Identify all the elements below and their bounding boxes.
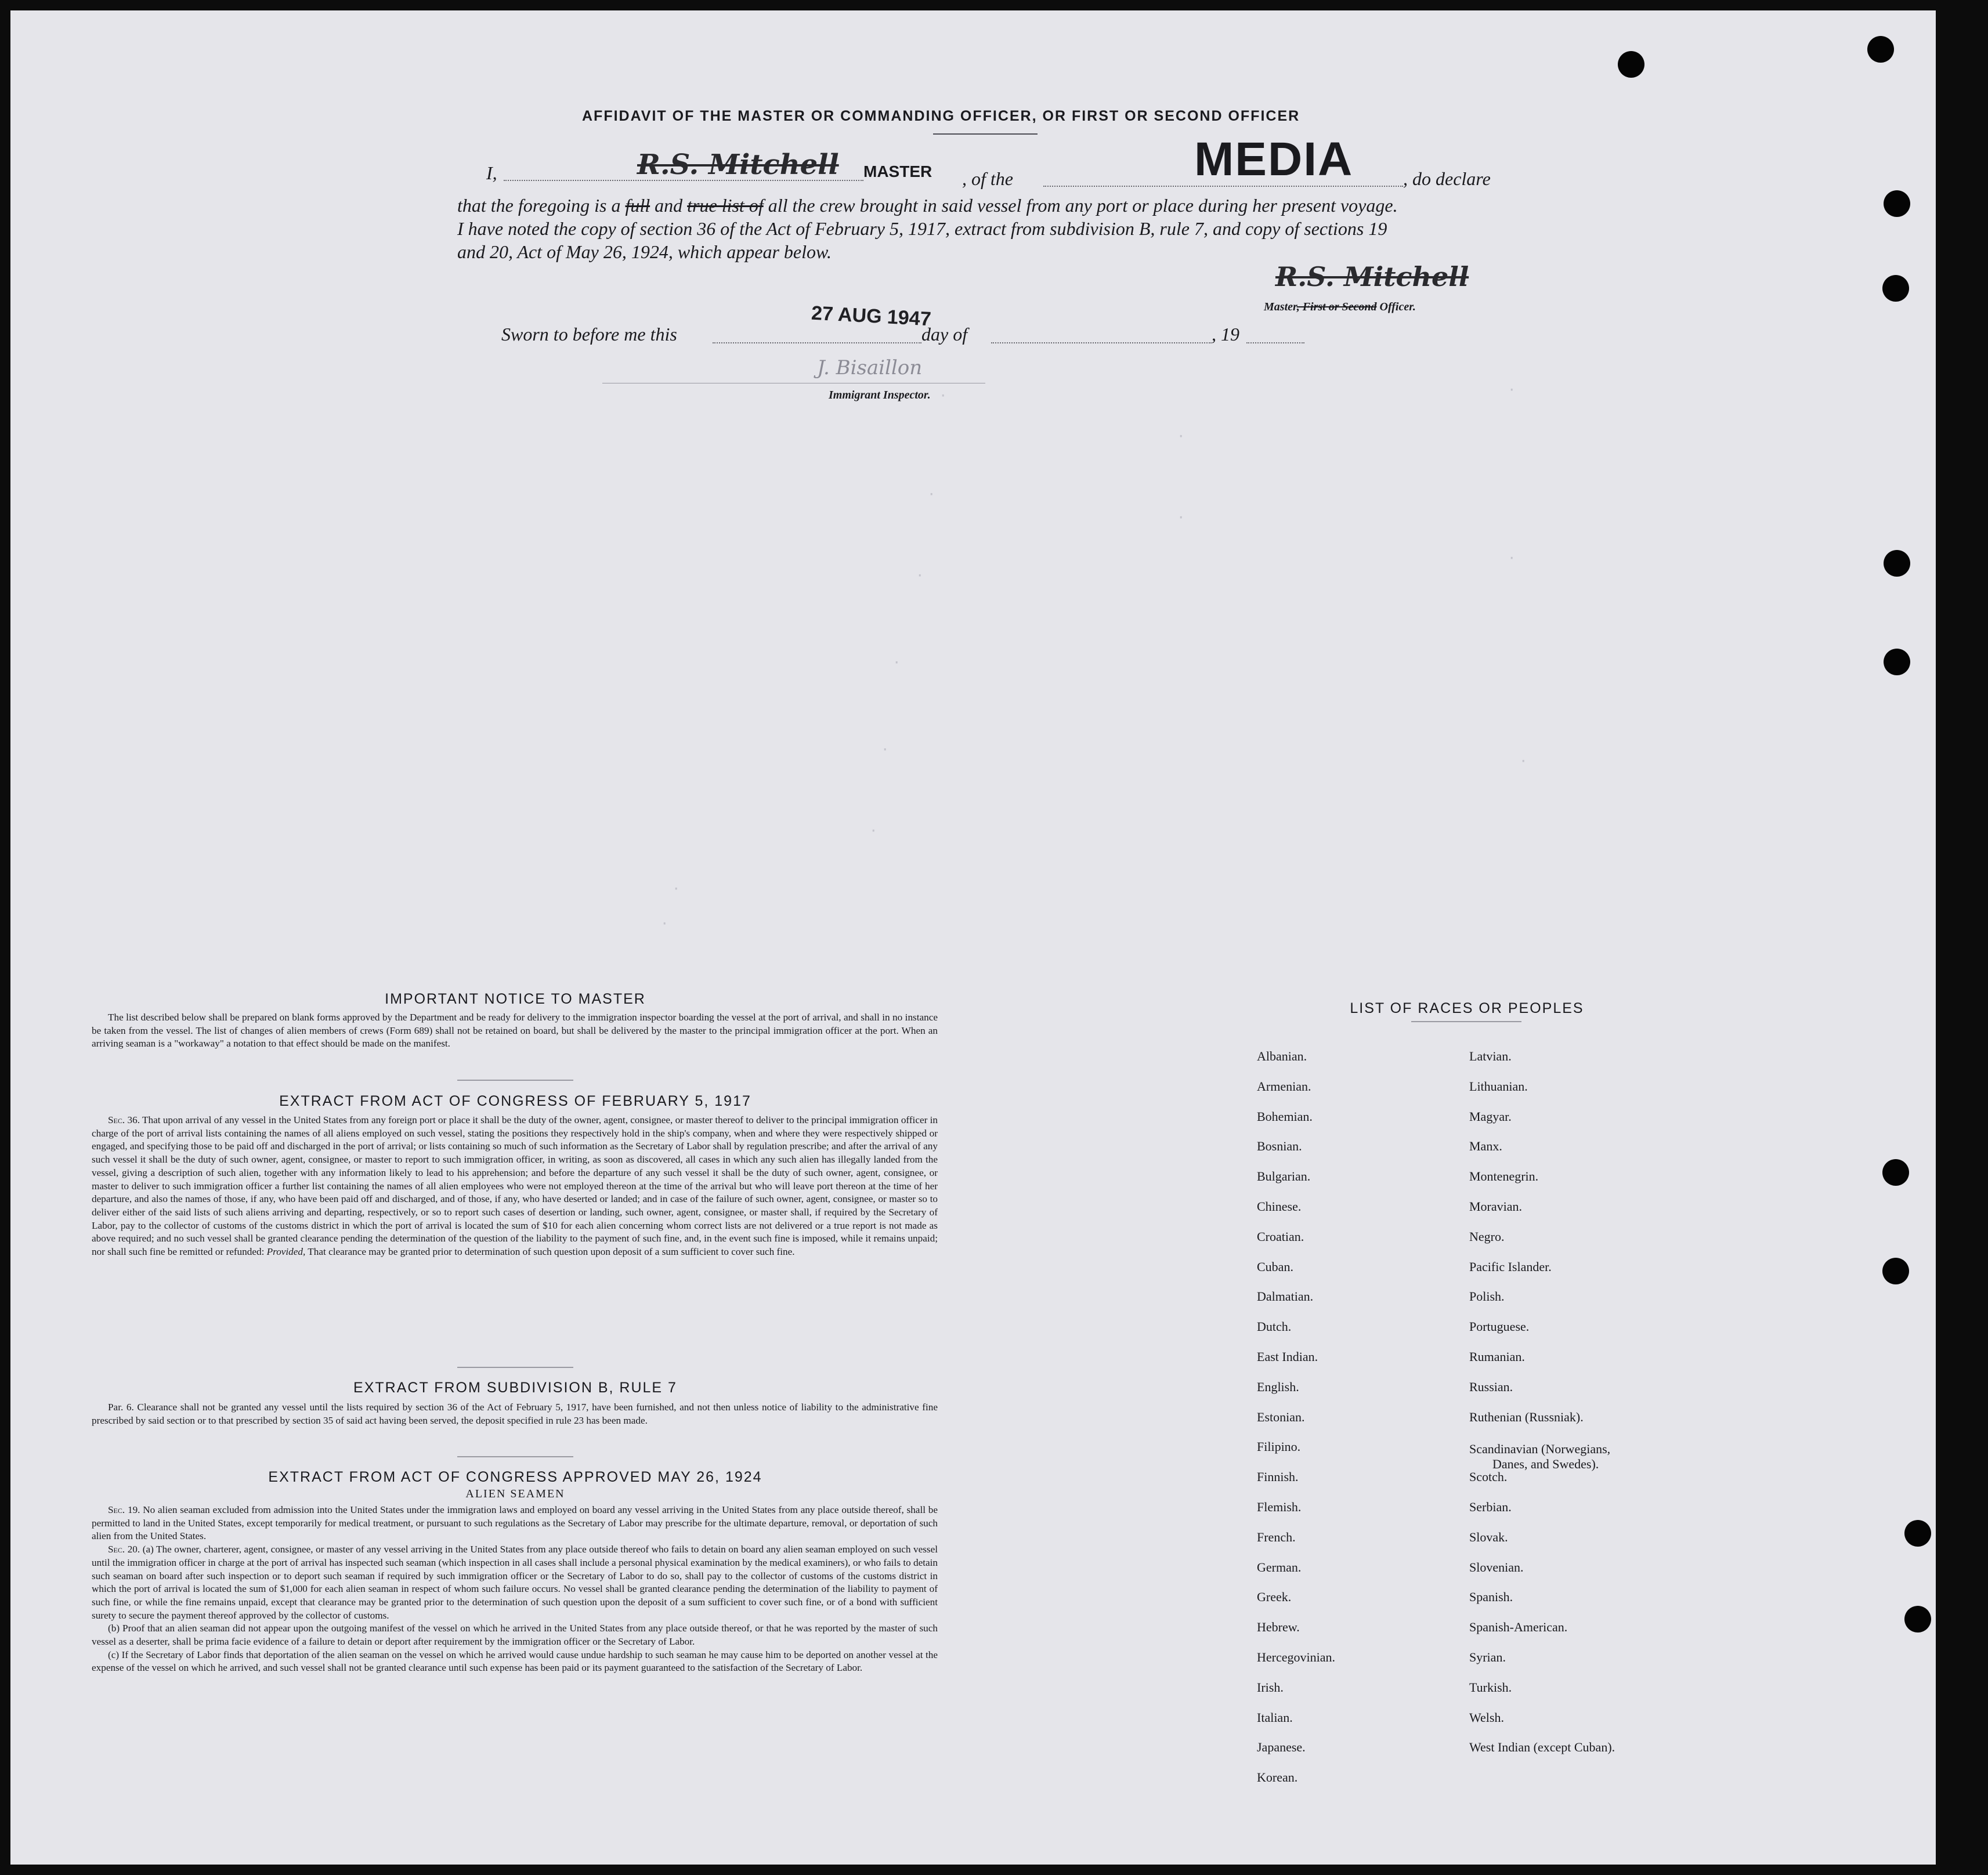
sec19-label: Sec. 19. [108,1504,140,1515]
inspector-signature: J. Bisaillon [817,356,923,379]
extract-1924-subtitle: ALIEN SEAMEN [465,1487,565,1500]
sec20a-body: (a) The owner, charterer, agent, consignee, or master of any vessel arriving in the United States from any place outside thereof who fails to detain on board any alien seaman employed on such vessel until the immigration officer in charge at the port of arrival has inspected such seaman (which inspection in all cases shall include a personal physical examination by the medical examiners), or who fails to detain such seaman on board after such inspection or to deport such seaman if required by such immigration officer or the Secretary of Labor to do so, shall pay to the collector of customs of the customs district in which the port of arrival is located the sum of $1,000 for each alien seaman in respect of whom such failure occurs. No vessel shall be granted clearance pending the determination of the liability to payment of such fine, or while the fine remains unpaid, except that clearance may be granted prior to the determination of such question upon the deposit of a sum sufficient to cover such fine, or of a bond with sufficient surety to secure the payment thereof approved by the collector of customs. [92,1544,938,1621]
notice-title: IMPORTANT NOTICE TO MASTER [385,991,646,1007]
caption-officer: Officer. [1376,301,1416,313]
race-list-item: Syrian. [1469,1650,1506,1664]
race-list-item: Rumanian. [1469,1349,1525,1364]
race-list-item: Hebrew. [1257,1620,1300,1635]
race-list-item: Spanish-American. [1469,1620,1568,1635]
sworn-year-field [1246,342,1304,343]
day-of-label: day of [921,324,968,345]
sec19-text [92,1504,938,1543]
affidavit-line-3: I have noted the copy of section 36 of the Act of February 5, 1917, extract from subdivision B, rule 7, and copy of sections 19 [457,218,1387,239]
race-list-item: Slovak. [1469,1529,1508,1544]
races-title: LIST OF RACES OR PEOPLES [1350,1000,1584,1016]
sec20a-text [92,1543,938,1622]
punch-hole [1884,649,1910,675]
inspector-caption: Immigrant Inspector. [829,389,931,401]
punch-hole [1884,190,1910,217]
declarant-prefix: I, [486,162,497,183]
sec36-body: That upon arrival of any vessel in the United States from any foreign port or place it shall be the duty of the owner, agent, consignee, or master thereof to deliver to the principal immigration officer in charge of the port of arrival lists containing the names of all aliens employed on such vessel, stating the positions they respectively hold in the ship's company, when and where they were respectively shipped or engaged, and specifying those to be paid off and discharged in the port of arrival; or lists containing so much of such information as the Secretary of Labor shall by regulation prescribe; and after the arrival of any such vessel it shall be the duty of such owner, agent, consignee, or master to report to such immigration officer, in writing, as soon as discovered, all cases in which any such alien has illegally landed from the vessel, giving a description of such alien, together with any information likely to lead to his apprehension; and before the departure of any such vessel it shall be the duty of such owner, agent, consignee, or master to deliver to such immigration officer a further list containing the names of all alien employees who were not employed thereon at the time of the arrival but who will leave port thereon at the time of her departure, and also the names of those, if any, who have been paid off and discharged, and of those, if any, who have deserted or landed; and in case of the failure of such owner, agent, consignee, or master so to deliver either of the said lists of such aliens arriving and departing, respectively, or so to report such cases of desertion or landing, such owner, agent, consignee, or master shall, if required by the Secretary of Labor, pay to the collector of customs of the customs district in which the port of arrival is located the sum of $10 for each alien concerning whom correct lists are not delivered or a true report is not made as above required; and no such vessel shall be granted clearance pending the determination of the question of the liability to the payment of such fine, and, in the event such fine is imposed, while it remains unpaid; nor shall such fine be remitted or refunded: [92,1114,938,1258]
caption-struck: , First or Second [1296,301,1377,313]
race-list-item: Bosnian. [1257,1139,1302,1154]
race-list-item: Irish. [1257,1679,1284,1695]
race-list-item: Cuban. [1257,1259,1293,1274]
sec19-body: No alien seaman excluded from admission into the United States under the immigration laws and employed on board any vessel arriving in the United States from any place outside thereof, shall be permitted to land in the United States, except temporarily for medical treatment, or pursuant to such regulations as the Secretary of Labor may prescribe for the ultimate departure, removal, or deportation of such alien from the United States. [92,1504,938,1542]
title-rule [933,133,1038,135]
section-divider [457,1456,573,1457]
struck-word-full: full [625,195,650,216]
year-prefix: , 19 [1212,324,1239,345]
sec20c-text: (c) If the Secretary of Labor finds that deportation of the alien seaman on the vessel on which he arrived would cause undue hardship to such seaman he may cause him to be deported on another vessel at the expense of the vessel on which he arrived, and such vessel shall not be granted clearance until such expense has been paid or its payment guaranteed to the satisfaction of the Secretary of Labor. [92,1649,938,1674]
race-list-item: Estonian. [1257,1409,1305,1424]
punch-hole [1904,1606,1931,1633]
caption-master: Master [1264,301,1297,313]
race-list-item: Slovenian. [1469,1559,1524,1574]
race-list-item: Bohemian. [1257,1109,1313,1124]
race-list-item: Lithuanian. [1469,1078,1528,1094]
punch-hole [1884,550,1910,577]
sec36-body-end: That clearance may be granted prior to determination of such question upon deposit of a sum sufficient to cover such fine. [305,1246,795,1258]
sec20b-text: (b) Proof that an alien seaman did not appear upon the outgoing manifest of the vessel on which he arrived in the United States from any place outside thereof, or that he was reported by the master of such vessel as a deserter, shall be prima facie evidence of a failure to detain or deport after requirement by the immigration officer or the Secretary of Labor. [92,1623,938,1648]
sec20-label: Sec. 20. [108,1544,140,1555]
race-list-item: West Indian (except Cuban). [1469,1740,1615,1755]
line2-mid: and [650,195,688,216]
races-title-rule [1411,1021,1521,1022]
line2-pre: that the foregoing is a [457,195,626,216]
race-list-item: Ruthenian (Russniak). [1469,1409,1584,1424]
race-list-item: Latvian. [1469,1049,1512,1063]
extract-1924-body [92,1504,938,1675]
of-the-label: , of the [962,168,1013,189]
sworn-text: Sworn to before me this [501,324,677,345]
sec36-label: Sec. 36. [108,1114,140,1125]
race-list-item: Filipino. [1257,1439,1301,1454]
struck-true-list-of: true list of [687,195,764,216]
date-stamp: 27 AUG 1947 [811,302,932,331]
race-list-item: Spanish. [1469,1590,1513,1605]
sec36-provided: Provided, [266,1246,306,1258]
race-list-item: Chinese. [1257,1199,1302,1214]
race-list-item: Korean. [1257,1770,1298,1785]
affidavit-line-4: and 20, Act of May 26, 1924, which appear below. [457,241,832,262]
extract-1924-title: EXTRACT FROM ACT OF CONGRESS APPROVED MAY 26, 1924 [268,1469,762,1485]
punch-hole [1904,1520,1931,1547]
race-list-item: German. [1257,1559,1302,1574]
extract-rule7-body [92,1401,938,1427]
section-divider [457,1080,573,1081]
race-list-item: Turkish. [1469,1679,1512,1695]
extract-rule7-title: EXTRACT FROM SUBDIVISION B, RULE 7 [353,1380,677,1396]
rule7-text: Par. 6. Clearance shall not be granted any vessel until the lists required by section 36 of the Act of February 5, 1917, have been furnished, and not then unless notice of liability to the administrative fine prescribed by said section or to that prescribed by section 35 of said act having been served, the deposit specified in rule 23 has been made. [92,1402,938,1426]
race-list-item: Polish. [1469,1289,1505,1304]
notice-text: The list described below shall be prepared on blank forms approved by the Department and be ready for delivery to the immigration inspector boarding the vessel at the port of arrival, and shall in no instance be taken from the vessel. The list of changes of alien members of crews (Form 689) shall not be retained on board, but shall be delivered by the master to the principal immigration officer at the port. When an arriving seaman is a "workaway" a notation to that effect should be made on the manifest. [92,1012,938,1049]
race-list-item: Danes, and Swedes). [1492,1457,1599,1472]
race-list-item: Dutch. [1257,1319,1292,1334]
race-list-item: Pacific Islander. [1469,1259,1552,1274]
race-list-item: Finnish. [1257,1469,1299,1485]
race-list-item: East Indian. [1257,1349,1318,1364]
line2-post: all the crew brought in said vessel from any port or place during her present voyage. [763,195,1398,216]
race-list-item: Portuguese. [1469,1319,1530,1334]
race-list-item: Flemish. [1257,1500,1302,1514]
race-list-item: Welsh. [1469,1710,1504,1725]
race-list-item: Croatian. [1257,1229,1304,1244]
affidavit-title: AFFIDAVIT OF THE MASTER OR COMMANDING OFFICER, OR FIRST OR SECOND OFFICER [582,108,1300,124]
officer-signature-caption [1264,301,1416,314]
punch-hole [1618,51,1644,78]
document-page: · · · · · · · · · · · · · AFFIDAVIT OF THE MASTER OR COMMANDING OFFICER, OR FIRST OR SECOND OFFICER I, R.S. Mitchell MASTER , of the MEDIA , do declare that the foregoing is a full and true list of all the crew brought in said vessel from any port or place during her present voyage. I have noted the copy of section 36 of the Act of February 5, 1917, extract from subdivision B, rule 7, and copy of sections 19 and 20, Act of May 26, 1924, which appear below. R.S. Mitchell Master, First or Second Officer. Sworn to before me this 27 AUG 1947 day of , 19 J. Bisaillon Immigrant Inspector. IMPORTANT NOTICE TO MASTER The list described below shall be prepared on blank forms approved by the Department and be ready for delivery to the immigration inspector boarding the vessel at the port of arrival, and shall in no instance be taken from the vessel. The list of changes of alien members of crews (Form 689) shall not be retained on board, but shall be delivered by the master to the principal immigration officer at the port. When an arriving seaman is a "workaway" a notation to that effect should be made on the manifest. EXTRACT FROM ACT OF CONGRESS OF FEBRUARY 5, 1917 Sec. 36. That upon arrival of any vessel in the United States from any foreign port or place it shall be the duty of the owner, agent, consignee, or master thereof to deliver to the principal immigration officer in charge of the port of arrival lists containing the names of all aliens employed on such vessel, stating the positions they respectively hold in the ship's company, when and where they were respectively shipped or engaged, and specifying those to be paid off and discharged in the port of arrival; or lists containing so much of such information as the Secretary of Labor shall by regulation prescribe; and after the arrival of any such vessel it shall be the duty of such owner, agent, consignee, or master to report to such immigration officer, in writing, as soon as discovered, all cases in which any such alien has illegally landed from the vessel, giving a description of such alien, together with any information likely to lead to his apprehension; and before the departure of any such vessel it shall be the duty of such owner, agent, consignee, or master to deliver to such immigration officer a further list containing the names of all alien employees who were not employed thereon at the time of the arrival but who will leave port thereon at the time of her departure, and also the names of those, if any, who have been paid off and discharged, and of those, if any, who have deserted or landed; and in case of the failure of such owner, agent, consignee, or master so to deliver either of the said lists of such aliens arriving and departing, respectively, or so to report such cases of desertion or landing, such owner, agent, consignee, or master shall, if required by the Secretary of Labor, pay to the collector of customs of the customs district in which the port of arrival is located the sum of $10 for each alien concerning whom correct lists are not delivered or a true report is not made as above required; and no such vessel shall be granted clearance pending the determination of the question of the liability to the payment of such fine, and, in the event such fine is imposed, while it remains unpaid; nor shall such fine be remitted or refunded: Provided, That clearance may be granted prior to determination of such question upon deposit of a sum sufficient to cover such fine. EXTRACT FROM SUBDIVISION B, RULE 7 Par. 6. Clearance shall not be granted any vessel until the lists required by section 36 of the Act of February 5, 1917, have been furnished, and not then unless notice of liability to the administrative fine prescribed by said section or to that prescribed by section 35 of said act having been served, the deposit specified in rule 23 has been made. EXTRACT FROM ACT OF CONGRESS APPROVED MAY 26, 1924 ALIEN SEAMEN Sec. 19. No alien seaman excluded from admission into the United States under the immigration laws and employed on board any vessel arriving in the United States from any place outside thereof, shall be permitted to land in the United States, except temporarily for medical treatment, or pursuant to such regulations as the Secretary of Labor may prescribe for the ultimate departure, removal, or deportation of such alien from the United States. Sec. 20. (a) The owner, charterer, agent, consignee, or master of any vessel arriving in the United States from any place outside thereof who fails to detain on board any alien seaman employed on such vessel until the immigration officer in charge at the port of arrival has inspected such seaman (which inspection in all cases shall include a personal physical examination by the medical examiners), or who fails to detain such seaman on board after such inspection or to deport such seaman if required by such immigration officer or the Secretary of Labor to do so, shall pay to the collector of customs of the customs district in which the port of arrival is located the sum of $1,000 for each alien seaman in respect of whom such failure occurs. No vessel shall be granted clearance pending the determination of the liability to payment of such fine, or while the fine remains unpaid, except that clearance may be granted prior to the determination of such question upon the deposit of a sum sufficient to cover such fine, or of a bond with sufficient surety to secure the payment thereof approved by the collector of customs. (b) Proof that an alien seaman did not appear upon the outgoing manifest of the vessel on which he arrived in the United States from any place outside thereof, or that he was reported by the master of such vessel as a deserter, shall be prima facie evidence of a failure to detain or deport after requirement by the immigration officer or the Secretary of Labor. (c) If the Secretary of Labor finds that deportation of the alien seaman on the vessel on which he arrived would cause undue hardship to such seaman he may cause him to be deported on another vessel at the expense of the vessel on which he arrived, and such vessel shall not be granted clearance until such expense has been paid or its payment guaranteed to the satisfaction of the Secretary of Labor. LIST OF RACES OR PEOPLES Albanian. Armenian. Bohemian. Bosnian. Bulgarian. Chinese. Croatian. Cuban. Dalmatian. Dutch. East Indian. English. Estonian. Filipino. Finnish. Flemish. French. German. Greek. Hebrew. Hercegovinian. Irish. Italian. Japanese. Korean. Latvian. Lithuanian. Magyar. Manx. Montenegrin. Moravian. Negro. Pacific Islander. Polish. Portuguese. Rumanian. Russian. Ruthenian (Russniak). Scandinavian (Norwegians, Danes, and Swedes). Scotch. Serbian. Slovak. Slovenian. Spanish. Spanish-American. Syrian. Turkish. Welsh. West Indian (except Cuban). [10,10,1936,1865]
race-list-item: Moravian. [1469,1199,1523,1214]
punch-hole [1882,275,1909,302]
race-list-item: Armenian. [1257,1078,1311,1094]
race-list-item: Bulgarian. [1257,1169,1311,1184]
race-list-item: Scotch. [1469,1469,1508,1485]
ship-name: MEDIA [1194,133,1354,186]
punch-hole [1882,1159,1909,1186]
notice-body [92,1011,938,1051]
race-list-item: Greek. [1257,1590,1292,1605]
race-list-item: Hercegovinian. [1257,1650,1335,1664]
punch-hole [1867,36,1894,63]
race-list-item: Serbian. [1469,1500,1512,1514]
extract-1917-body [92,1114,938,1259]
race-list-item: Italian. [1257,1710,1293,1725]
race-list-item: Albanian. [1257,1049,1307,1063]
race-list-item: Montenegrin. [1469,1169,1539,1184]
race-list-item: Dalmatian. [1257,1289,1314,1304]
officer-signature: R.S. Mitchell [1275,261,1469,292]
affidavit-line-2 [457,195,1398,216]
punch-hole [1882,1258,1909,1284]
sworn-day-field [713,342,921,343]
master-signature: R.S. Mitchell [637,149,839,181]
race-list-item: Magyar. [1469,1109,1512,1124]
race-list-item: Scandinavian (Norwegians, [1469,1442,1611,1457]
extract-1917-title: EXTRACT FROM ACT OF CONGRESS OF FEBRUARY 5, 1917 [279,1093,751,1109]
section-divider [457,1367,573,1368]
race-list-item: English. [1257,1379,1299,1394]
rank-label: MASTER [863,162,932,180]
race-list-item: Japanese. [1257,1740,1306,1755]
race-list-item: Manx. [1469,1139,1502,1154]
sworn-month-field [991,342,1212,343]
race-list-item: Russian. [1469,1379,1513,1394]
race-list-item: French. [1257,1529,1296,1544]
do-declare-label: , do declare [1403,168,1491,189]
sec36-text [92,1114,938,1259]
race-list-item: Negro. [1469,1229,1505,1244]
